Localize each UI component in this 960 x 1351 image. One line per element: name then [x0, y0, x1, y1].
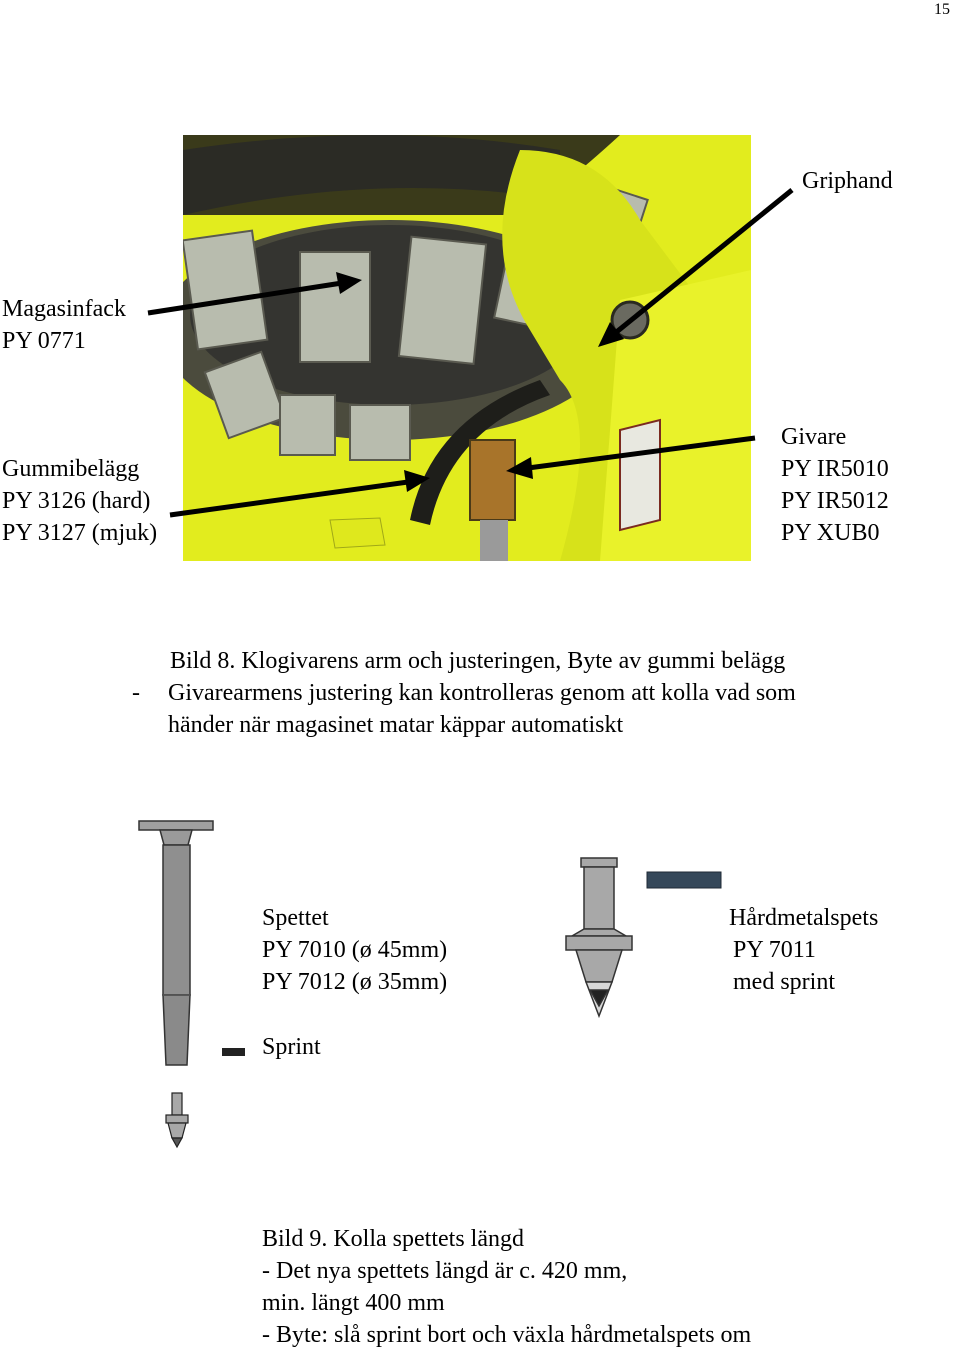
caption-bild8-bullet: -: [132, 680, 140, 706]
label-spettet-7012: PY 7012 (ø 35mm): [262, 969, 448, 995]
label-spettet: Spettet: [262, 905, 329, 931]
label-gummibelagg-hard: PY 3126 (hard): [2, 488, 151, 514]
label-givare-ir5010: PY IR5010: [781, 456, 889, 482]
label-magasinfack-code: PY 0771: [2, 328, 86, 354]
label-gummibelagg: Gummibelägg: [2, 456, 140, 482]
small-tip-drawing: [166, 1093, 188, 1147]
page-number: 15: [934, 1, 950, 18]
label-hardmetal-sprint: med sprint: [733, 969, 835, 995]
label-hardmetal-7011: PY 7011: [733, 937, 816, 963]
label-griphand: Griphand: [802, 168, 893, 194]
label-givare: Givare: [781, 424, 847, 450]
label-sprint: Sprint: [262, 1034, 321, 1060]
caption-bild9-line2: min. längt 400 mm: [262, 1290, 445, 1316]
label-givare-xub0: PY XUB0: [781, 520, 880, 546]
caption-bild8-title: Bild 8. Klogivarens arm och justeringen, Byte av gummi belägg: [170, 648, 786, 674]
caption-bild9-title: Bild 9. Kolla spettets längd: [262, 1226, 524, 1252]
caption-bild9-line3: - Byte: slå sprint bort och växla hårdmetalspets om: [262, 1322, 752, 1348]
label-hardmetalspets: Hårdmetalspets: [729, 905, 879, 931]
sprint-drawing: [222, 1048, 245, 1056]
label-givare-ir5012: PY IR5012: [781, 488, 889, 514]
label-spettet-7010: PY 7010 (ø 45mm): [262, 937, 448, 963]
hardmetal-tip-drawing: [566, 858, 632, 1016]
sprint-for-tip-drawing: [647, 872, 721, 888]
spettet-drawing: [139, 821, 213, 1065]
label-gummibelagg-mjuk: PY 3127 (mjuk): [2, 520, 158, 546]
caption-bild9-line1: - Det nya spettets längd är c. 420 mm,: [262, 1258, 628, 1284]
caption-bild8-line1: Givarearmens justering kan kontrolleras genom att kolla vad som: [168, 680, 796, 706]
caption-bild8-line2: händer när magasinet matar käppar automatiskt: [168, 712, 624, 738]
label-magasinfack: Magasinfack: [2, 296, 126, 322]
